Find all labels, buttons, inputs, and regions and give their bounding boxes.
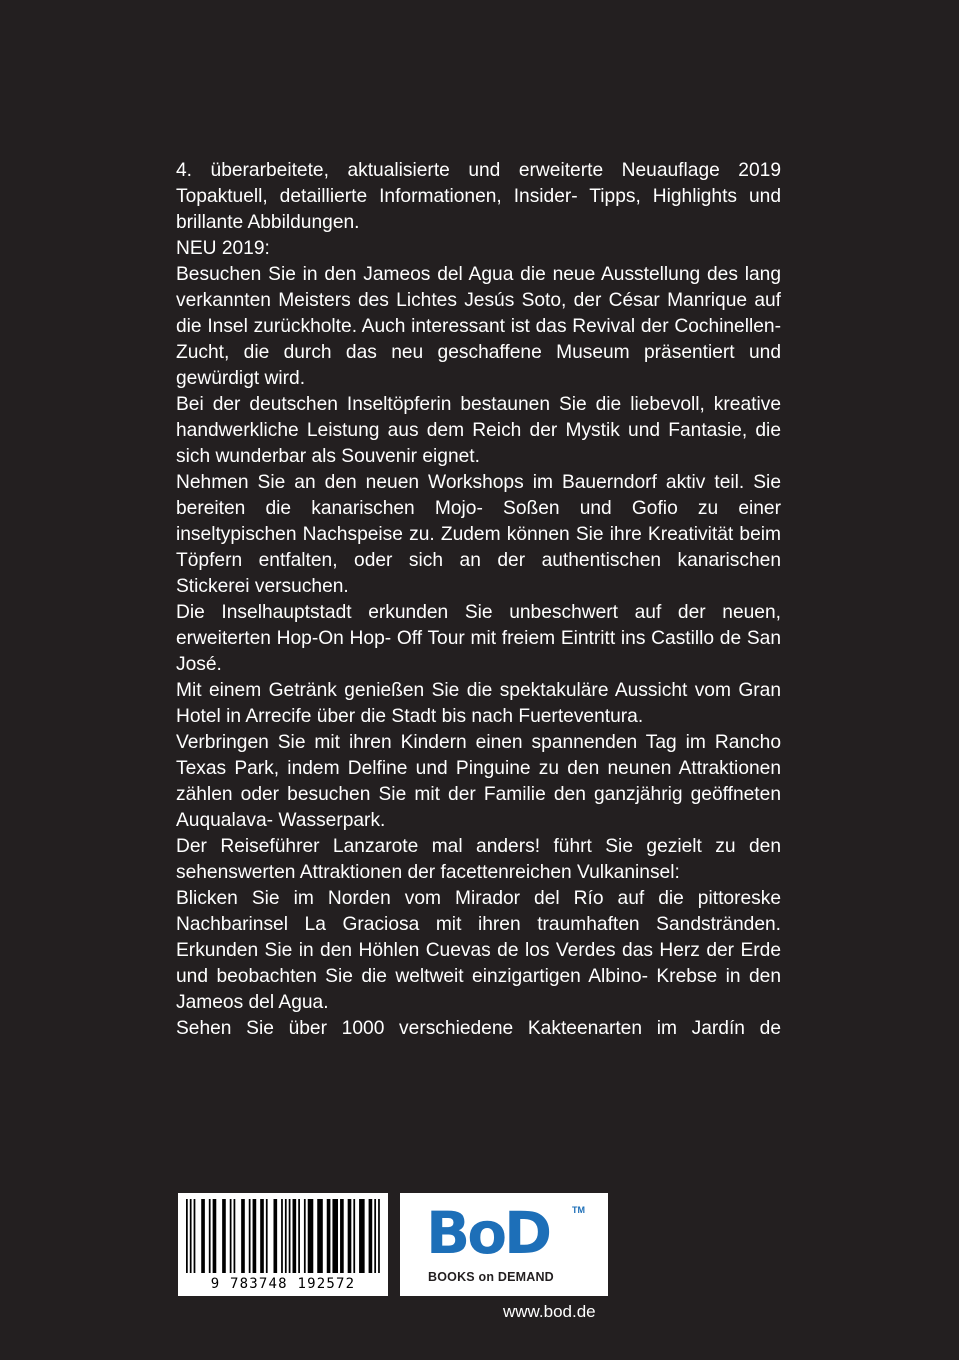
barcode-bar (332, 1199, 338, 1273)
barcode-number: 9 783748 192572 (210, 1276, 356, 1292)
blurb-paragraph: Besuchen Sie in den Jameos del Agua die neue Ausstellung des lang verkannten Meisters des Lichtes Jesús Soto, der César Manrique auf die Insel zurückholte. Auch interessant ist das Revival der Cochinellen- Zucht, die durch das neu geschaffene Museum präsentiert und gewürdigt wird. (176, 264, 781, 389)
blurb-paragraph: Verbringen Sie mit ihren Kindern einen spannenden Tag im Rancho Texas Park, indem Delfine und Pinguine zu den neunen Attraktionen zählen oder besuchen Sie mit der Familie den ganzjährig geöffneten Auqualava- Wasserpark. (176, 732, 781, 831)
publisher-logo (400, 1193, 608, 1296)
publisher-tagline: BOOKS on DEMAND (428, 1270, 554, 1284)
back-cover-blurb (176, 158, 781, 1042)
blurb-paragraph: NEU 2019: (176, 238, 270, 259)
barcode-bar (213, 1199, 217, 1273)
barcode-bar (327, 1199, 331, 1273)
barcode-bar (260, 1199, 264, 1273)
blurb-paragraph: 4. überarbeitete, aktualisierte und erweiterte Neuauflage 2019 Topaktuell, detaillierte Informationen, Insider- Tipps, Highlights und brillante Abbildungen. (176, 160, 781, 233)
blurb-paragraph: Blicken Sie im Norden vom Mirador del Río auf die pittoreske Nachbarinsel La Graciosa mit ihren traumhaften Sandstränden. Erkunden Sie in den Höhlen Cuevas de los Verdes das Herz der Erde und beobachten Sie die weltweit einzigartigen Albino- Krebse in den Jameos del Agua. (176, 888, 781, 1013)
barcode-bar (201, 1199, 205, 1273)
barcode-bar (317, 1199, 323, 1273)
barcode-bar (230, 1199, 232, 1273)
blurb-paragraph: Nehmen Sie an den neuen Workshops im Bauerndorf aktiv teil. Sie bereiten die kanarischen Mojo- Soßen und Gofio zu einer inseltypischen Nachspeise zu. Zudem können Sie ihre Kreativität beim Töpfern entfalten, oder sich an der authentischen kanarischen Stickerei versuchen. (176, 472, 781, 597)
blurb-paragraph: Der Reiseführer Lanzarote mal anders! führt Sie gezielt zu den sehenswerten Attraktionen der facettenreichen Vulkaninsel: (176, 836, 781, 883)
blurb-paragraph-truncated: Sehen Sie über 1000 verschiedene Kakteenarten im Jardín de (176, 1018, 781, 1039)
barcode-bar (348, 1199, 352, 1273)
barcode-bar (190, 1199, 192, 1273)
bod-logo-mark: BoD (426, 1199, 550, 1267)
barcode-bar (289, 1199, 291, 1273)
barcode-bar (369, 1199, 373, 1273)
barcode-bar (266, 1199, 268, 1273)
barcode-bar (249, 1199, 251, 1273)
barcode-bar (241, 1199, 245, 1273)
barcode-bar (281, 1199, 283, 1273)
trademark-symbol: TM (572, 1205, 585, 1215)
barcode-bar (222, 1199, 226, 1273)
barcode-bar (209, 1199, 211, 1273)
barcode-bar (293, 1199, 297, 1273)
blurb-paragraph: Mit einem Getränk genießen Sie die spektakuläre Aussicht vom Gran Hotel in Arrecife über die Stadt bis nach Fuerteventura. (176, 680, 781, 727)
barcode-bar (374, 1199, 376, 1273)
barcode-bar (378, 1199, 380, 1273)
barcode-bar (273, 1199, 277, 1273)
isbn-barcode (178, 1193, 388, 1296)
barcode-bar (340, 1199, 344, 1273)
barcode-bar (353, 1199, 355, 1273)
barcode-bar (285, 1199, 287, 1273)
barcode-bar (304, 1199, 306, 1273)
barcode-bar (359, 1199, 365, 1273)
barcode-bar (253, 1199, 257, 1273)
barcode-bar (194, 1199, 196, 1273)
blurb-paragraph: Die Inselhauptstadt erkunden Sie unbeschwert auf der neuen, erweiterten Hop-On Hop- Off Tour mit freiem Eintritt ins Castillo de San José. (176, 602, 781, 675)
blurb-paragraph: Bei der deutschen Inseltöpferin bestaunen Sie die liebevoll, kreative handwerkliche Leistung aus dem Reich der Mystik und Fantasie, die sich wunderbar als Souvenir eignet. (176, 394, 781, 467)
publisher-url: www.bod.de (503, 1302, 596, 1321)
barcode-bar (298, 1199, 300, 1273)
barcode-bar (234, 1199, 236, 1273)
barcode-bars-graphic (186, 1199, 380, 1273)
barcode-bar (186, 1199, 188, 1273)
barcode-bar (308, 1199, 314, 1273)
